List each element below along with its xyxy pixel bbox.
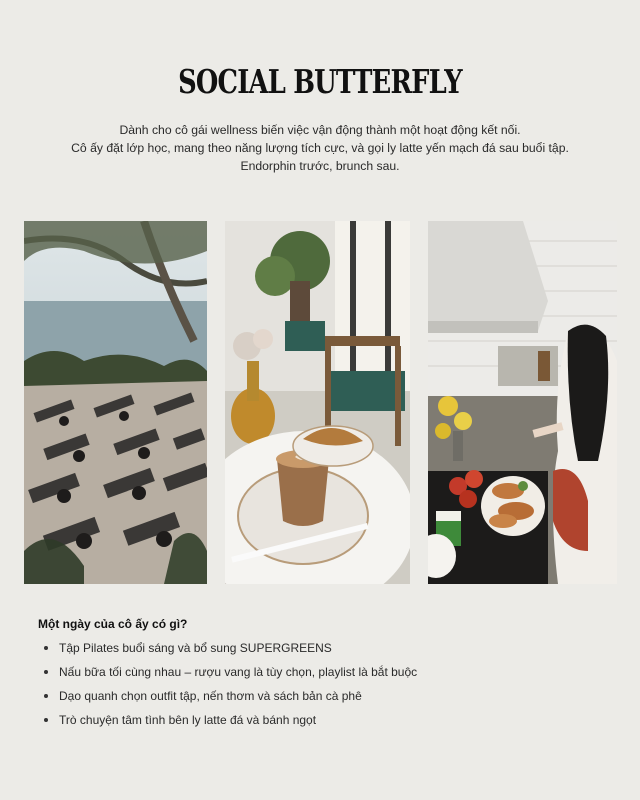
cafe-latte-photo xyxy=(225,221,410,584)
activity-list xyxy=(44,640,417,736)
intro-paragraph xyxy=(40,121,600,175)
list-item-text: Nấu bữa tối cùng nhau – rượu vang là tùy chọn, playlist là bắt buộc xyxy=(59,665,418,679)
list-item xyxy=(44,712,417,736)
list-item xyxy=(44,640,417,664)
list-item-text: Tập Pilates buổi sáng và bổ sung SUPERGREENS xyxy=(59,641,332,655)
intro-line-2: Cô ấy đặt lớp học, mang theo năng lượng tích cực, và gọi ly latte yến mạch đá sau buổi tập. xyxy=(71,141,569,155)
bullet-icon xyxy=(44,670,48,674)
outdoor-yoga-class-photo xyxy=(24,221,207,584)
intro-line-3: Endorphin trước, brunch sau. xyxy=(240,159,400,173)
intro-line-1: Dành cho cô gái wellness biến việc vận động thành một hoạt động kết nối. xyxy=(119,123,521,137)
list-item xyxy=(44,688,417,712)
bullet-icon xyxy=(44,694,48,698)
bullet-icon xyxy=(44,646,48,650)
list-item-text: Trò chuyện tâm tình bên ly latte đá và bánh ngọt xyxy=(59,713,317,727)
bullet-icon xyxy=(44,718,48,722)
list-item xyxy=(44,664,417,688)
kitchen-dinner-photo xyxy=(428,221,617,584)
section-heading: Một ngày của cô ấy có gì? xyxy=(38,617,188,631)
page-title: SOCIAL BUTTERFLY xyxy=(178,62,462,101)
list-item-text: Dạo quanh chọn outfit tập, nến thơm và sách bản cà phê xyxy=(59,689,362,703)
